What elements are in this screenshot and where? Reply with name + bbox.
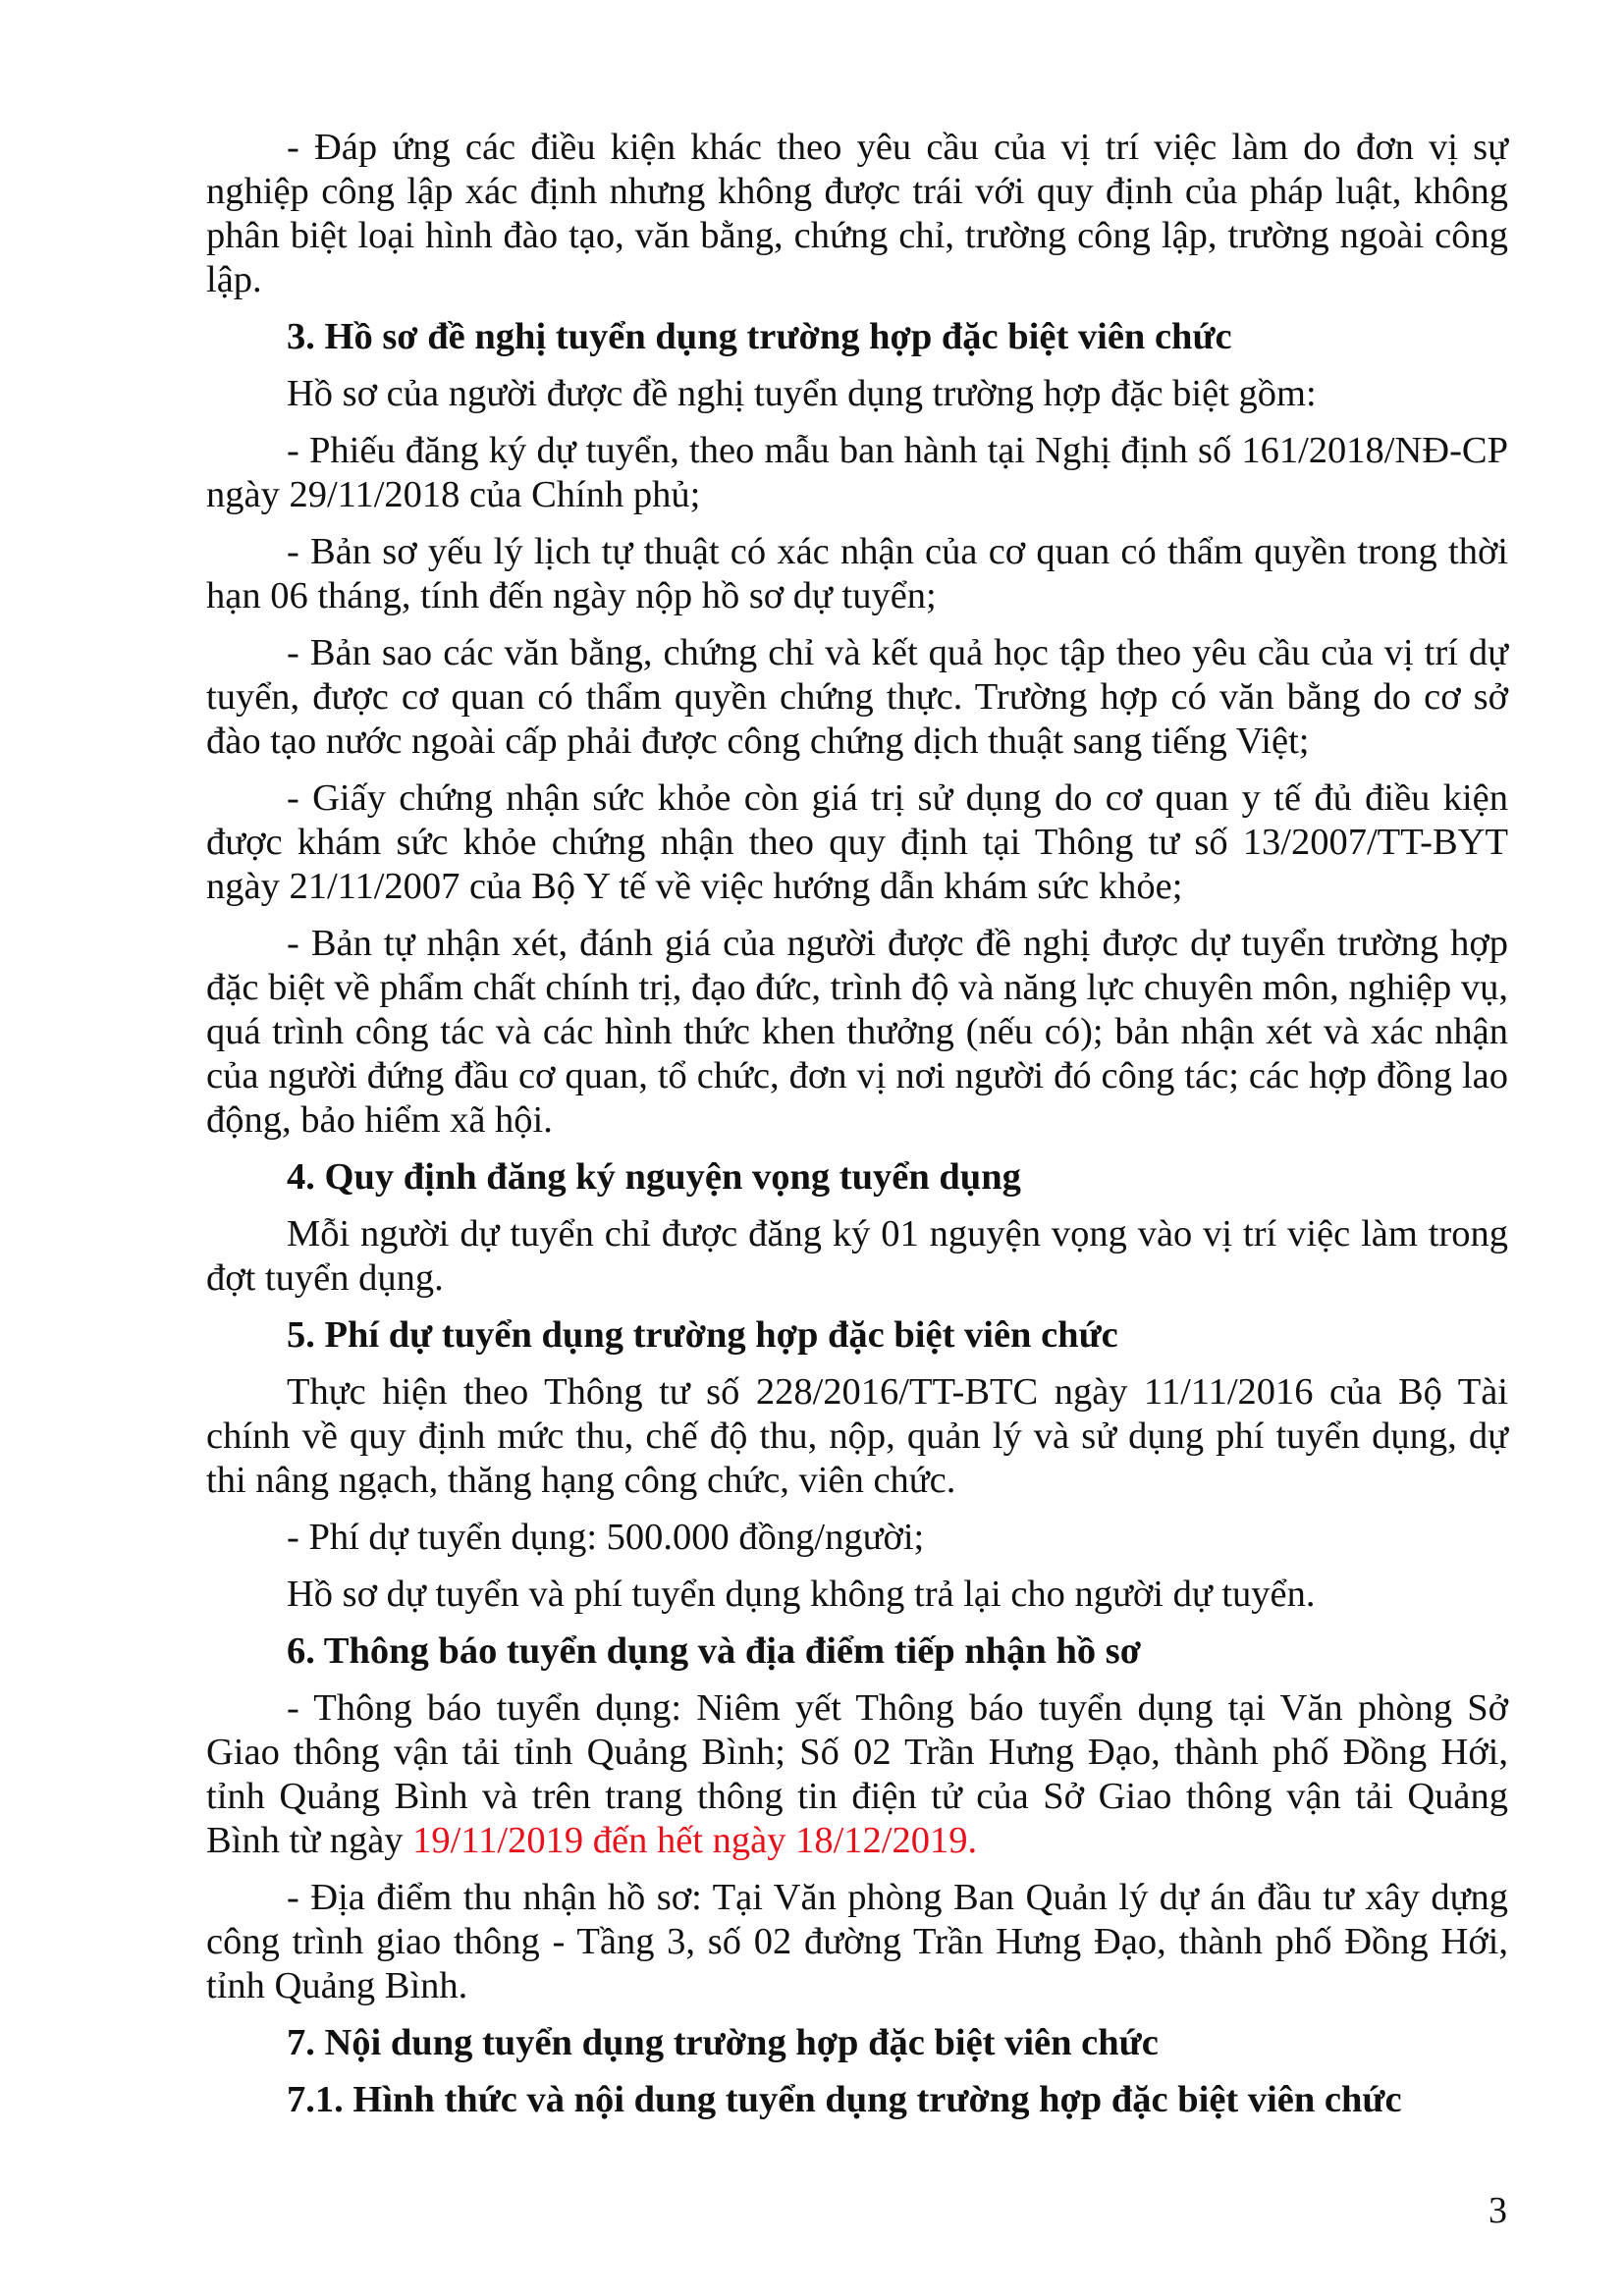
paragraph-conditions: - Đáp ứng các điều kiện khác theo yêu cầu của vị trí việc làm do đơn vị sự nghiệp công lập xác định nhưng không được trái với quy định của pháp luật, không phân biệt loại hình đào tạo, văn bằng, chứng chỉ, trường công lập, trường ngoài công lập. <box>206 127 1508 300</box>
paragraph-6-location: - Địa điểm thu nhận hồ sơ: Tại Văn phòng Ban Quản lý dự án đầu tư xây dựng công trình giao thông - Tầng 3, số 02 đường Trần Hưng Đạo, thành phố Đồng Hới, tỉnh Quảng Bình. <box>206 1877 1508 2006</box>
heading-section-7: 7. Nội dung tuyển dụng trường hợp đặc biệt viên chức <box>287 2022 1159 2063</box>
page-number: 3 <box>1489 2190 1507 2231</box>
paragraph-5-note: Hồ sơ dự tuyển và phí tuyển dụng không trả lại cho người dự tuyển. <box>287 1574 1316 1615</box>
list-item-health-certificate: - Giấy chứng nhận sức khỏe còn giá trị sử dụng do cơ quan y tế đủ điều kiện được khám sức khỏe chứng nhận theo quy định tại Thông tư số 13/2007/TT-BYT ngày 21/11/2007 của Bộ Y tế về việc hướng dẫn khám sức khỏe; <box>206 777 1508 907</box>
notice-text: - Thông báo tuyển dụng: Niêm yết Thông báo tuyển dụng tại Văn phòng Sở Giao thông vận tải tỉnh Quảng Bình; Số 02 Trần Hưng Đạo, thành phố Đồng Hới, tỉnh Quảng Bình và trên trang thông tin điện tử của Sở Giao thông vận tải Quảng Bình từ ngày <box>206 1687 1508 1861</box>
heading-section-7-1: 7.1. Hình thức và nội dung tuyển dụng trường hợp đặc biệt viên chức <box>287 2079 1402 2120</box>
heading-section-4: 4. Quy định đăng ký nguyện vọng tuyển dụng <box>287 1156 1021 1198</box>
paragraph-4: Mỗi người dự tuyển chỉ được đăng ký 01 nguyện vọng vào vị trí việc làm trong đợt tuyển dụng. <box>206 1213 1508 1299</box>
paragraph-6-notice <box>206 1686 1508 1863</box>
paragraph-5-basis: Thực hiện theo Thông tư số 228/2016/TT-BTC ngày 11/11/2016 của Bộ Tài chính về quy định mức thu, chế độ thu, nộp, quản lý và sử dụng phí tuyển dụng, dự thi nâng ngạch, thăng hạng công chức, viên chức. <box>206 1371 1508 1501</box>
list-item-application-form: - Phiếu đăng ký dự tuyển, theo mẫu ban hành tại Nghị định số 161/2018/NĐ-CP ngày 29/11/2018 của Chính phủ; <box>206 430 1508 515</box>
heading-section-3: 3. Hồ sơ đề nghị tuyển dụng trường hợp đặc biệt viên chức <box>287 316 1232 357</box>
list-item-self-assessment: - Bản tự nhận xét, đánh giá của người được đề nghị được dự tuyển trường hợp đặc biệt về phẩm chất chính trị, đạo đức, trình độ và năng lực chuyên môn, nghiệp vụ, quá trình công tác và các hình thức khen thưởng (nếu có); bản nhận xét và xác nhận của người đứng đầu cơ quan, tổ chức, đơn vị nơi người đó công tác; các hợp đồng lao động, bảo hiểm xã hội. <box>206 923 1508 1141</box>
notice-dates-highlight: 19/11/2019 đến hết ngày 18/12/2019. <box>412 1820 978 1861</box>
paragraph-5-fee: - Phí dự tuyển dụng: 500.000 đồng/người; <box>287 1517 925 1558</box>
paragraph-3-intro: Hồ sơ của người được đề nghị tuyển dụng trường hợp đặc biệt gồm: <box>287 373 1317 414</box>
list-item-cv: - Bản sơ yếu lý lịch tự thuật có xác nhận của cơ quan có thẩm quyền trong thời hạn 06 tháng, tính đến ngày nộp hồ sơ dự tuyển; <box>206 531 1508 616</box>
list-item-diplomas: - Bản sao các văn bằng, chứng chỉ và kết quả học tập theo yêu cầu của vị trí dự tuyển, được cơ quan có thẩm quyền chứng thực. Trường hợp có văn bằng do cơ sở đào tạo nước ngoài cấp phải được công chứng dịch thuật sang tiếng Việt; <box>206 632 1508 762</box>
heading-section-6: 6. Thông báo tuyển dụng và địa điểm tiếp nhận hồ sơ <box>287 1630 1142 1672</box>
document-page <box>206 126 1508 2135</box>
heading-section-5: 5. Phí dự tuyển dụng trường hợp đặc biệt viên chức <box>287 1314 1118 1356</box>
